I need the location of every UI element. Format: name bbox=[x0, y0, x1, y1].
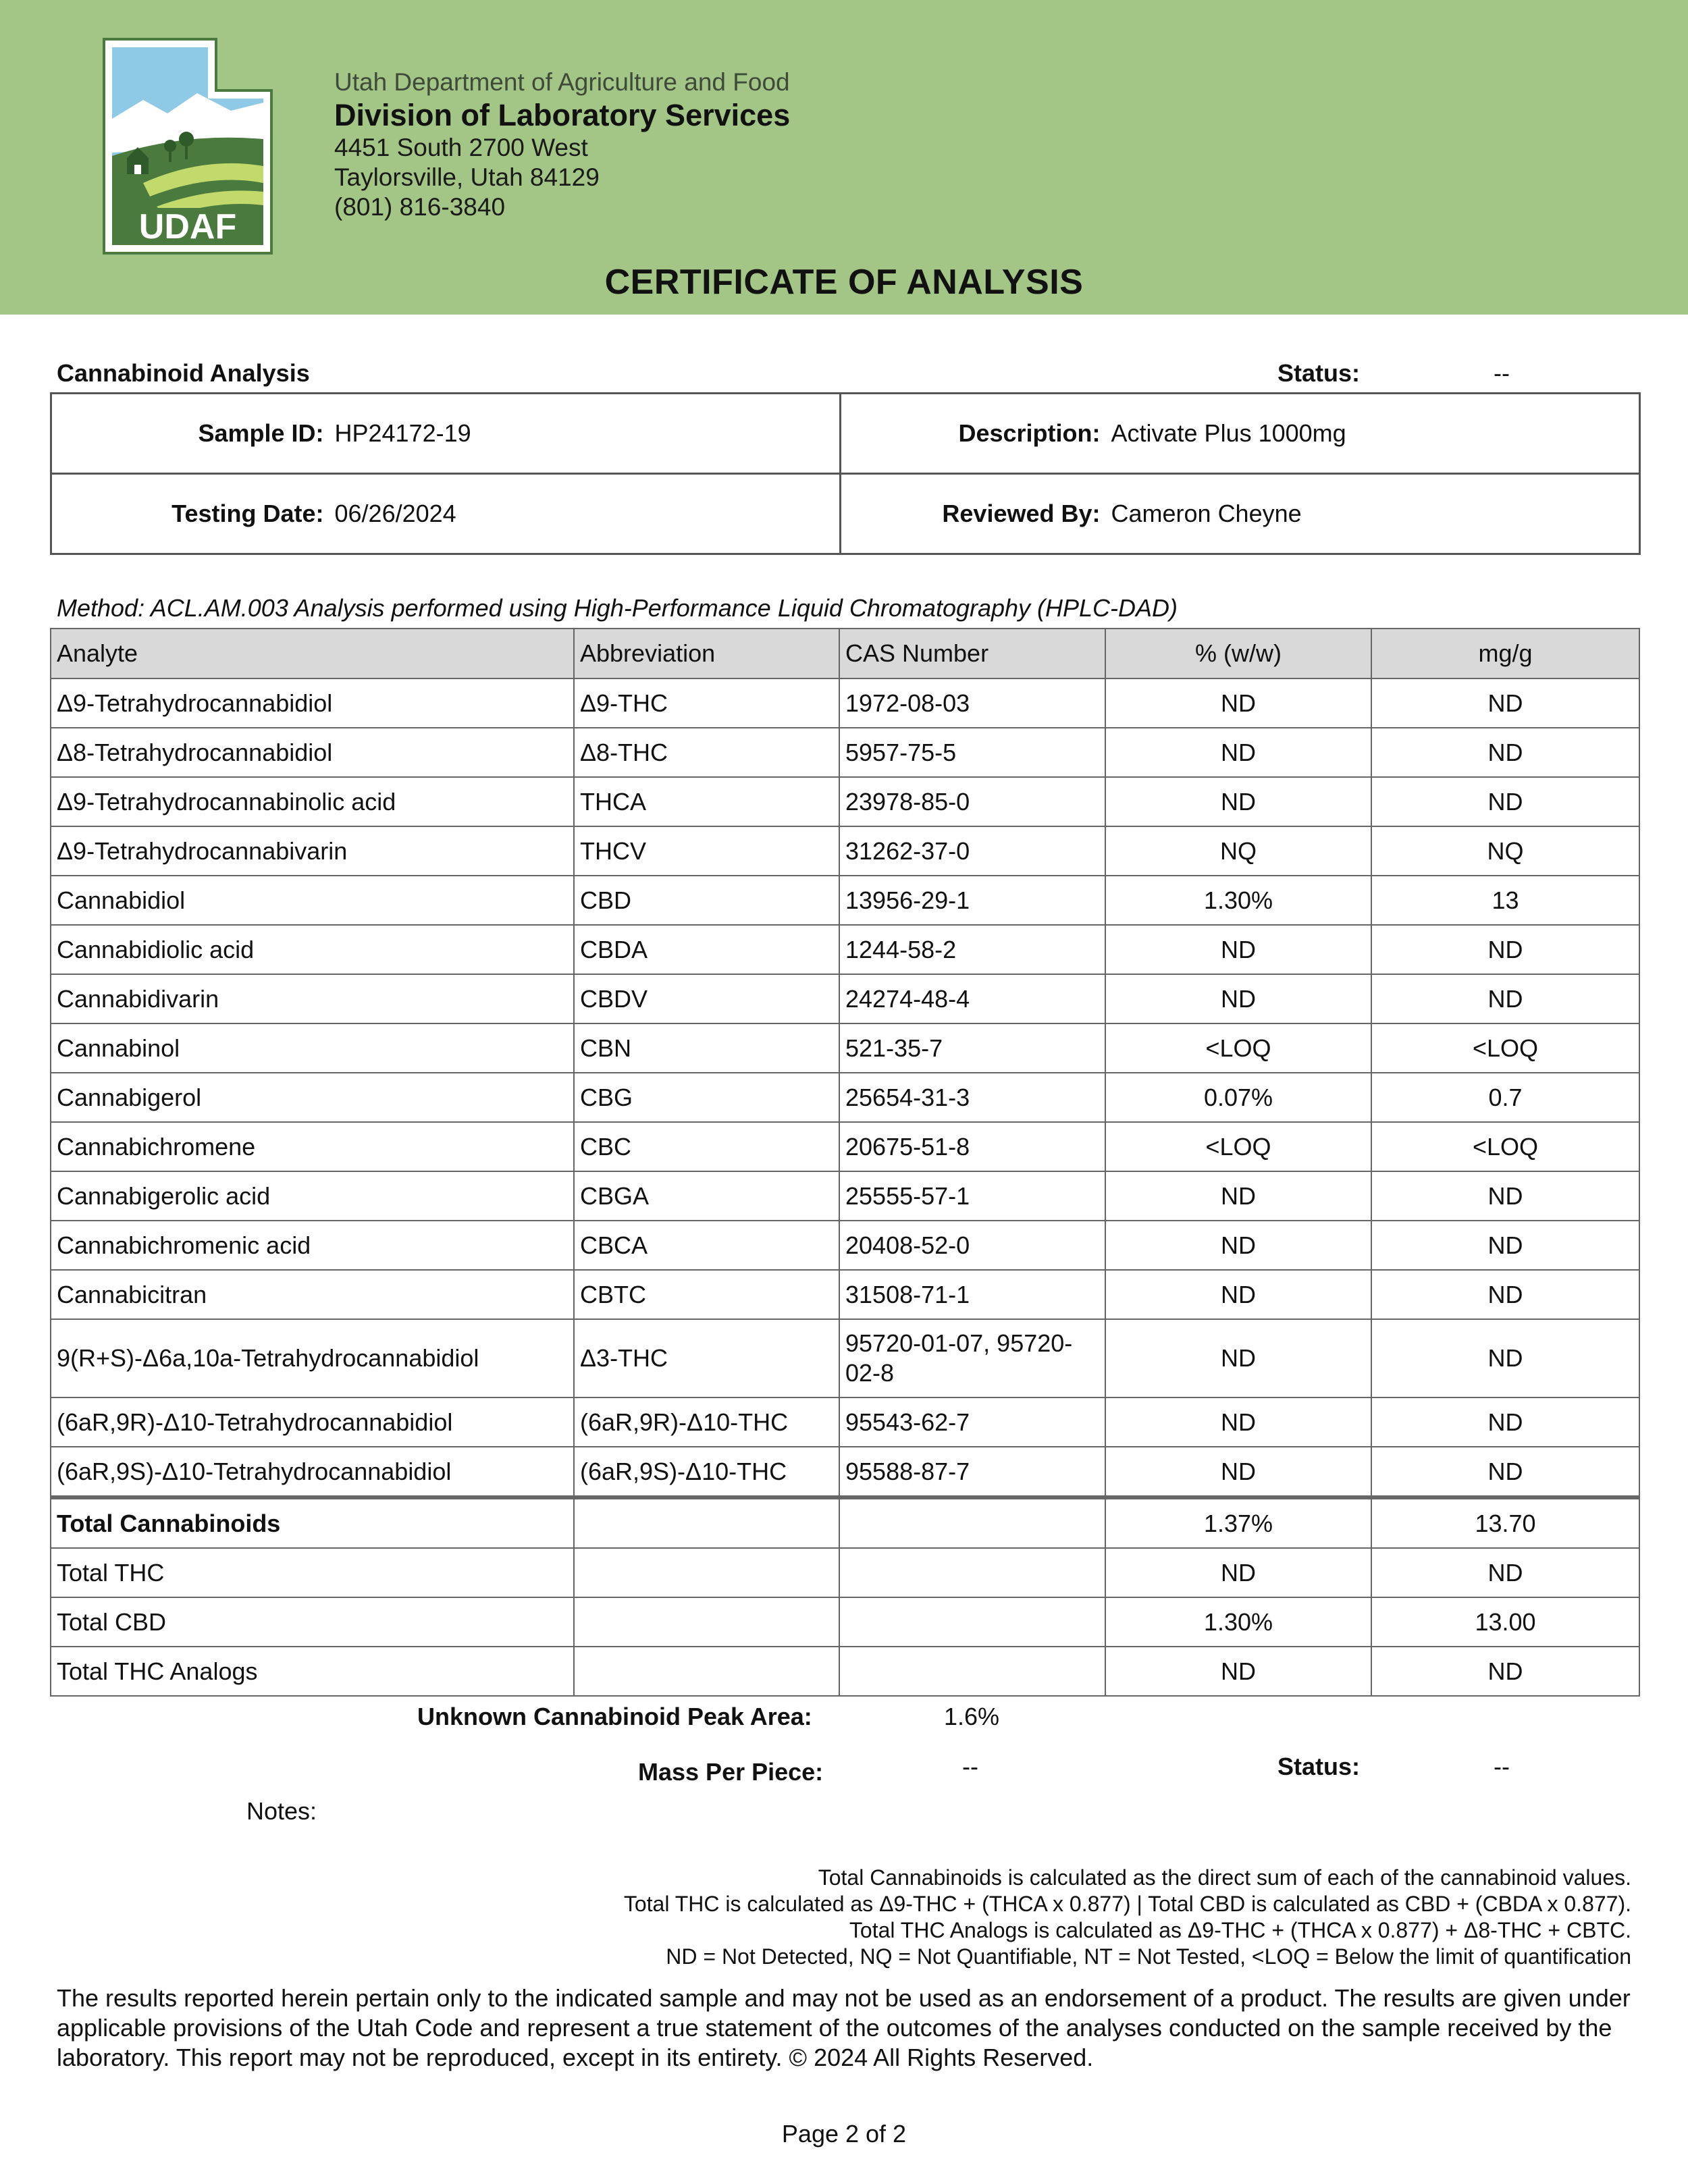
mgg-value: ND bbox=[1371, 1221, 1639, 1270]
analyte-abbreviation: Δ8-THC bbox=[574, 728, 839, 777]
analyte-name: Cannabigerol bbox=[51, 1073, 574, 1122]
analyte-abbreviation: (6aR,9S)-Δ10-THC bbox=[574, 1447, 839, 1497]
analyte-abbreviation: (6aR,9R)-Δ10-THC bbox=[574, 1397, 839, 1447]
cas-number: 25555-57-1 bbox=[839, 1171, 1105, 1221]
unknown-peak-value: 1.6% bbox=[944, 1703, 1000, 1730]
table-row bbox=[51, 1122, 1639, 1171]
percent-value: 1.30% bbox=[1105, 876, 1371, 925]
analyte-abbreviation bbox=[574, 1548, 839, 1597]
logo-text: UDAF bbox=[138, 207, 237, 246]
percent-value: NQ bbox=[1105, 826, 1371, 876]
column-header-percent: % (w/w) bbox=[1105, 629, 1371, 678]
analyte-abbreviation: CBC bbox=[574, 1122, 839, 1171]
cas-number: 23978-85-0 bbox=[839, 777, 1105, 826]
column-header-analyte: Analyte bbox=[51, 629, 574, 678]
description-label: Description: bbox=[841, 394, 1106, 474]
mgg-value: ND bbox=[1371, 1319, 1639, 1397]
column-header-mgg: mg/g bbox=[1371, 629, 1639, 678]
mgg-value: ND bbox=[1371, 728, 1639, 777]
cas-number: 31508-71-1 bbox=[839, 1270, 1105, 1319]
mgg-value: ND bbox=[1371, 1397, 1639, 1447]
table-row bbox=[51, 925, 1639, 974]
percent-value: ND bbox=[1105, 1270, 1371, 1319]
analyte-name: Total CBD bbox=[51, 1597, 574, 1647]
calc-note: ND = Not Detected, NQ = Not Quantifiable, NT = Not Tested, <LOQ = Below the limit of quantification bbox=[666, 1944, 1631, 1969]
mgg-value: ND bbox=[1371, 1647, 1639, 1696]
mgg-value: ND bbox=[1371, 1270, 1639, 1319]
table-row bbox=[51, 876, 1639, 925]
analyte-abbreviation: Δ3-THC bbox=[574, 1319, 839, 1397]
analyte-name: Cannabigerolic acid bbox=[51, 1171, 574, 1221]
cas-number: 95720-01-07, 95720-02-8 bbox=[839, 1319, 1105, 1397]
percent-value: ND bbox=[1105, 728, 1371, 777]
percent-value: ND bbox=[1105, 974, 1371, 1023]
table-row bbox=[51, 1319, 1639, 1397]
cas-number: 31262-37-0 bbox=[839, 826, 1105, 876]
percent-value: ND bbox=[1105, 1548, 1371, 1597]
phone-number: (801) 816-3840 bbox=[334, 193, 506, 221]
footer-status-label: Status: bbox=[1277, 1753, 1361, 1780]
percent-value: ND bbox=[1105, 1647, 1371, 1696]
analyte-name: Cannabicitran bbox=[51, 1270, 574, 1319]
analyte-name: Cannabichromenic acid bbox=[51, 1221, 574, 1270]
calc-note: Total Cannabinoids is calculated as the direct sum of each of the cannabinoid values. bbox=[818, 1865, 1631, 1890]
udaf-logo bbox=[103, 38, 273, 255]
percent-value: ND bbox=[1105, 1319, 1371, 1397]
mgg-value: <LOQ bbox=[1371, 1122, 1639, 1171]
sample-info-row bbox=[51, 394, 1640, 474]
table-row bbox=[51, 826, 1639, 876]
mgg-value: NQ bbox=[1371, 826, 1639, 876]
address-line-2: Taylorsville, Utah 84129 bbox=[334, 163, 600, 191]
cas-number bbox=[839, 1647, 1105, 1696]
total-row bbox=[51, 1497, 1639, 1548]
analyte-abbreviation: CBN bbox=[574, 1023, 839, 1073]
sample-info-row bbox=[51, 474, 1640, 554]
percent-value: 1.30% bbox=[1105, 1597, 1371, 1647]
testing-date-value: 06/26/2024 bbox=[329, 474, 841, 554]
percent-value: ND bbox=[1105, 678, 1371, 728]
table-row bbox=[51, 1171, 1639, 1221]
analyte-name: Δ9-Tetrahydrocannabivarin bbox=[51, 826, 574, 876]
table-row bbox=[51, 1397, 1639, 1447]
analyte-abbreviation: CBG bbox=[574, 1073, 839, 1122]
mgg-value: ND bbox=[1371, 1171, 1639, 1221]
percent-value: ND bbox=[1105, 925, 1371, 974]
disclaimer: The results reported herein pertain only to the indicated sample and may not be used as an endorsement of a product. The results are given under applicable provisions of the Utah Code and represent a true statement of the outcomes of the analyses conducted on the sample received by the laboratory. This report may not be reproduced, except in its entirety. © 2024 All Rights Reserved. bbox=[57, 1984, 1631, 2071]
table-row bbox=[51, 728, 1639, 777]
mgg-value: ND bbox=[1371, 1548, 1639, 1597]
reviewed-by-value: Cameron Cheyne bbox=[1106, 474, 1640, 554]
mgg-value: ND bbox=[1371, 925, 1639, 974]
mgg-value: ND bbox=[1371, 777, 1639, 826]
analyte-name: Δ8-Tetrahydrocannabidiol bbox=[51, 728, 574, 777]
unknown-peak-label: Unknown Cannabinoid Peak Area: bbox=[417, 1703, 812, 1730]
analyte-name: Cannabidivarin bbox=[51, 974, 574, 1023]
analyte-name: (6aR,9S)-Δ10-Tetrahydrocannabidiol bbox=[51, 1447, 574, 1497]
cas-number: 24274-48-4 bbox=[839, 974, 1105, 1023]
column-header-cas: CAS Number bbox=[839, 629, 1105, 678]
table-row bbox=[51, 1270, 1639, 1319]
analyte-abbreviation: CBDV bbox=[574, 974, 839, 1023]
analyte-abbreviation: CBDA bbox=[574, 925, 839, 974]
table-row bbox=[51, 678, 1639, 728]
analyte-name: Cannabidiol bbox=[51, 876, 574, 925]
total-row bbox=[51, 1597, 1639, 1647]
total-row bbox=[51, 1647, 1639, 1696]
cas-number: 521-35-7 bbox=[839, 1023, 1105, 1073]
analyte-name: Total Cannabinoids bbox=[51, 1497, 574, 1548]
status-value: -- bbox=[1494, 359, 1510, 387]
sample-info-table bbox=[50, 392, 1641, 555]
analyte-abbreviation: CBGA bbox=[574, 1171, 839, 1221]
notes-label: Notes: bbox=[246, 1797, 317, 1825]
mgg-value: ND bbox=[1371, 678, 1639, 728]
analyte-abbreviation bbox=[574, 1597, 839, 1647]
analyte-abbreviation bbox=[574, 1647, 839, 1696]
cas-number: 95543-62-7 bbox=[839, 1397, 1105, 1447]
calculation-notes bbox=[624, 1865, 1631, 1970]
table-row bbox=[51, 1447, 1639, 1497]
percent-value: ND bbox=[1105, 1397, 1371, 1447]
analyte-name: 9(R+S)-Δ6a,10a-Tetrahydrocannabidiol bbox=[51, 1319, 574, 1397]
mgg-value: <LOQ bbox=[1371, 1023, 1639, 1073]
mass-per-piece-label: Mass Per Piece: bbox=[638, 1758, 824, 1786]
analyte-abbreviation: THCV bbox=[574, 826, 839, 876]
cas-number: 20408-52-0 bbox=[839, 1221, 1105, 1270]
sample-id-label: Sample ID: bbox=[51, 394, 329, 474]
description-value: Activate Plus 1000mg bbox=[1106, 394, 1640, 474]
reviewed-by-label: Reviewed By: bbox=[841, 474, 1106, 554]
total-row bbox=[51, 1548, 1639, 1597]
department-name: Utah Department of Agriculture and Food bbox=[334, 68, 790, 96]
cas-number: 13956-29-1 bbox=[839, 876, 1105, 925]
footer-status-value: -- bbox=[1494, 1753, 1510, 1780]
percent-value: ND bbox=[1105, 1221, 1371, 1270]
address-line-1: 4451 South 2700 West bbox=[334, 134, 588, 161]
cas-number bbox=[839, 1548, 1105, 1597]
org-info bbox=[334, 68, 790, 222]
analyte-abbreviation: THCA bbox=[574, 777, 839, 826]
analyte-name: Δ9-Tetrahydrocannabidiol bbox=[51, 678, 574, 728]
mgg-value: ND bbox=[1371, 1447, 1639, 1497]
percent-value: ND bbox=[1105, 1171, 1371, 1221]
percent-value: ND bbox=[1105, 1447, 1371, 1497]
analyte-abbreviation: Δ9-THC bbox=[574, 678, 839, 728]
cas-number: 1972-08-03 bbox=[839, 678, 1105, 728]
table-row bbox=[51, 1221, 1639, 1270]
cas-number bbox=[839, 1497, 1105, 1548]
percent-value: ND bbox=[1105, 777, 1371, 826]
table-row bbox=[51, 1073, 1639, 1122]
mass-per-piece-value: -- bbox=[962, 1753, 978, 1780]
analyte-abbreviation: CBCA bbox=[574, 1221, 839, 1270]
cas-number: 20675-51-8 bbox=[839, 1122, 1105, 1171]
cas-number: 95588-87-7 bbox=[839, 1447, 1105, 1497]
analyte-abbreviation bbox=[574, 1497, 839, 1548]
table-row bbox=[51, 974, 1639, 1023]
section-label: Cannabinoid Analysis bbox=[57, 359, 310, 387]
cas-number: 25654-31-3 bbox=[839, 1073, 1105, 1122]
cas-number: 5957-75-5 bbox=[839, 728, 1105, 777]
percent-value: <LOQ bbox=[1105, 1023, 1371, 1073]
analyte-name: Cannabinol bbox=[51, 1023, 574, 1073]
percent-value: 0.07% bbox=[1105, 1073, 1371, 1122]
analyte-name: Cannabidiolic acid bbox=[51, 925, 574, 974]
analyte-name: Cannabichromene bbox=[51, 1122, 574, 1171]
page-number: Page 2 of 2 bbox=[781, 2120, 907, 2148]
sample-id-value: HP24172-19 bbox=[329, 394, 841, 474]
analyte-abbreviation: CBTC bbox=[574, 1270, 839, 1319]
percent-value: 1.37% bbox=[1105, 1497, 1371, 1548]
cas-number bbox=[839, 1597, 1105, 1647]
analyte-name: (6aR,9R)-Δ10-Tetrahydrocannabidiol bbox=[51, 1397, 574, 1447]
calc-note: Total THC is calculated as Δ9-THC + (THCA x 0.877) | Total CBD is calculated as CBD + (CBDA x 0.877). bbox=[623, 1892, 1631, 1916]
analyte-name: Total THC bbox=[51, 1548, 574, 1597]
mgg-value: ND bbox=[1371, 974, 1639, 1023]
certificate-title: CERTIFICATE OF ANALYSIS bbox=[604, 263, 1084, 302]
mgg-value: 0.7 bbox=[1371, 1073, 1639, 1122]
mgg-value: 13.00 bbox=[1371, 1597, 1639, 1647]
calc-note: Total THC Analogs is calculated as Δ9-THC + (THCA x 0.877) + Δ8-THC + CBTC. bbox=[849, 1918, 1631, 1942]
analyte-name: Total THC Analogs bbox=[51, 1647, 574, 1696]
mgg-value: 13.70 bbox=[1371, 1497, 1639, 1548]
method-description: Method: ACL.AM.003 Analysis performed using High-Performance Liquid Chromatography (HPLC-DAD) bbox=[57, 594, 1178, 622]
percent-value: <LOQ bbox=[1105, 1122, 1371, 1171]
column-header-abbreviation: Abbreviation bbox=[574, 629, 839, 678]
analyte-name: Δ9-Tetrahydrocannabinolic acid bbox=[51, 777, 574, 826]
analyte-abbreviation: CBD bbox=[574, 876, 839, 925]
cas-number: 1244-58-2 bbox=[839, 925, 1105, 974]
testing-date-label: Testing Date: bbox=[51, 474, 329, 554]
mgg-value: 13 bbox=[1371, 876, 1639, 925]
analyte-table bbox=[50, 628, 1640, 1697]
table-row bbox=[51, 1023, 1639, 1073]
division-name: Division of Laboratory Services bbox=[334, 98, 791, 132]
table-row bbox=[51, 777, 1639, 826]
table-header-row bbox=[51, 629, 1639, 678]
status-label: Status: bbox=[1277, 359, 1361, 387]
